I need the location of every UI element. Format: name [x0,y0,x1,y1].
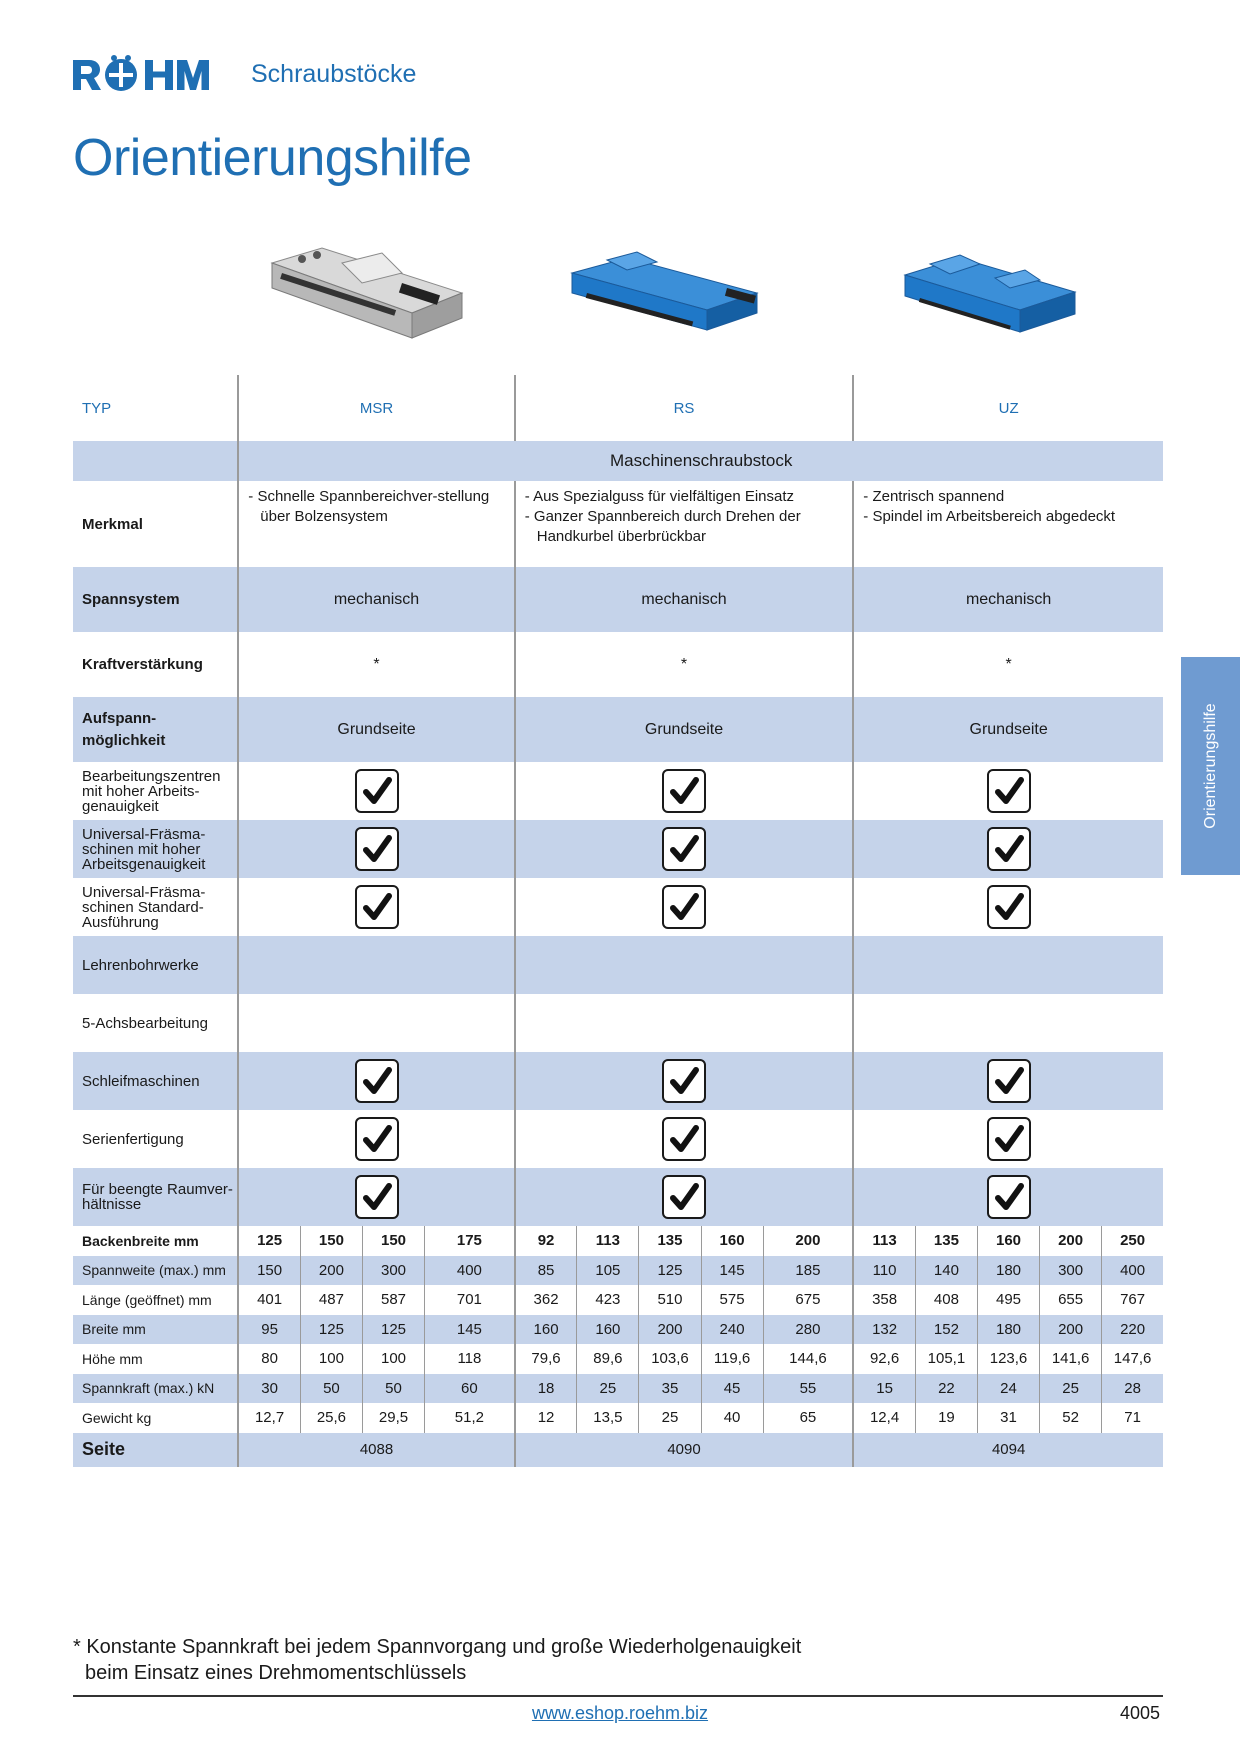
checkmark-icon [355,1059,399,1103]
seite-msr[interactable]: 4088 [238,1433,514,1467]
seite-rs[interactable]: 4090 [515,1433,854,1467]
aufspann-rs: Grundseite [515,697,854,762]
application-row [73,878,1163,936]
checkmark-icon [987,1175,1031,1219]
checkmark-icon [662,827,706,871]
data-cell: 50 [300,1374,362,1404]
application-msr-cell [238,994,514,1052]
application-msr-cell [238,820,514,878]
data-cell: 510 [639,1285,701,1315]
data-cell: 50 [362,1374,424,1404]
data-cell: 12,4 [853,1403,915,1433]
aufspann-uz: Grundseite [853,697,1163,762]
spannsystem-rs: mechanisch [515,567,854,632]
data-cell: 575 [701,1285,763,1315]
checkmark-icon [355,1175,399,1219]
side-tab-label: Orientierungshilfe [1201,703,1219,829]
data-cell: 29,5 [362,1403,424,1433]
application-rs-cell [515,820,854,878]
application-msr-cell [238,762,514,820]
data-cell: 180 [977,1315,1039,1345]
checkmark-icon [987,769,1031,813]
data-cell: 24 [977,1374,1039,1404]
data-cell: 113 [853,1226,915,1256]
data-cell: 25 [577,1374,639,1404]
data-cell: 125 [300,1315,362,1345]
data-cell: 40 [701,1403,763,1433]
data-cell: 55 [763,1374,853,1404]
application-uz-cell [853,1110,1163,1168]
data-row-label: Spannweite (max.) mm [73,1256,238,1286]
msr-vise-image [262,243,482,353]
application-label: Universal-Fräsma-schinen mit hoher Arbeitsgenauigkeit [73,820,238,878]
data-cell: 401 [238,1285,300,1315]
data-cell: 175 [425,1226,515,1256]
category-cell: Maschinenschraubstock [238,441,1163,481]
product-uz: UZ [853,375,1163,441]
data-cell: 25 [1040,1374,1102,1404]
data-cell: 160 [515,1315,577,1345]
data-cell: 12,7 [238,1403,300,1433]
data-cell: 180 [977,1256,1039,1286]
data-cell: 125 [238,1226,300,1256]
data-cell: 144,6 [763,1344,853,1374]
application-label: Schleifmaschinen [73,1052,238,1110]
data-cell: 140 [915,1256,977,1286]
checkmark-icon [987,1117,1031,1161]
kraftverstaerkung-row [73,632,1163,697]
eshop-link[interactable]: www.eshop.roehm.biz [531,1703,709,1723]
data-cell: 25,6 [300,1403,362,1433]
checkmark-icon [662,769,706,813]
footer-divider [73,1695,1163,1697]
application-rs-cell [515,1168,854,1226]
data-cell: 89,6 [577,1344,639,1374]
data-cell: 100 [300,1344,362,1374]
data-row-label: Länge (geöffnet) mm [73,1285,238,1315]
data-cell: 152 [915,1315,977,1345]
application-msr-cell [238,1052,514,1110]
merkmal-rs [515,481,854,567]
data-cell: 675 [763,1285,853,1315]
application-row [73,994,1163,1052]
data-cell: 135 [639,1226,701,1256]
merkmal-uz-line: - Zentrisch spannend [863,488,1005,505]
data-cell: 60 [425,1374,515,1404]
application-row [73,1052,1163,1110]
data-row-label: Gewicht kg [73,1403,238,1433]
application-label: Bearbeitungszentren mit hoher Arbeits-genauigkeit [73,762,238,820]
data-row-label: Backenbreite mm [73,1226,238,1256]
application-rs-cell [515,1052,854,1110]
data-cell: 495 [977,1285,1039,1315]
data-cell: 767 [1102,1285,1163,1315]
data-cell: 28 [1102,1374,1163,1404]
application-uz-cell [853,936,1163,994]
application-rs-cell [515,878,854,936]
data-cell: 160 [977,1226,1039,1256]
application-row [73,820,1163,878]
merkmal-uz [853,481,1163,567]
checkmark-icon [662,1059,706,1103]
data-cell: 18 [515,1374,577,1404]
spannsystem-row [73,567,1163,632]
data-cell: 65 [763,1403,853,1433]
data-cell: 362 [515,1285,577,1315]
application-label: 5-Achsbearbeitung [73,994,238,1052]
data-cell: 125 [639,1256,701,1286]
application-uz-cell [853,1052,1163,1110]
data-cell: 185 [763,1256,853,1286]
data-row-label: Breite mm [73,1315,238,1345]
spannsystem-uz: mechanisch [853,567,1163,632]
data-cell: 45 [701,1374,763,1404]
checkmark-icon [987,1059,1031,1103]
data-cell: 95 [238,1315,300,1345]
data-row-label: Höhe mm [73,1344,238,1374]
kraftverstaerkung-label: Kraftverstärkung [73,632,238,697]
data-row [73,1344,1163,1374]
seite-label: Seite [73,1433,238,1467]
product-msr: MSR [238,375,514,441]
application-uz-cell [853,762,1163,820]
checkmark-icon [987,885,1031,929]
data-cell: 150 [300,1226,362,1256]
data-row [73,1285,1163,1315]
uz-vise-image [900,250,1080,340]
application-rs-cell [515,936,854,994]
application-msr-cell [238,1168,514,1226]
data-cell: 113 [577,1226,639,1256]
application-uz-cell [853,878,1163,936]
data-cell: 51,2 [425,1403,515,1433]
data-cell: 147,6 [1102,1344,1163,1374]
data-cell: 200 [1040,1315,1102,1345]
data-cell: 79,6 [515,1344,577,1374]
data-cell: 701 [425,1285,515,1315]
data-cell: 280 [763,1315,853,1345]
spannsystem-label: Spannsystem [73,567,238,632]
comparison-table [73,375,1163,1467]
data-cell: 150 [362,1226,424,1256]
merkmal-rs-line: - Ganzer Spannbereich durch Drehen der Handkurbel überbrückbar [524,508,801,545]
data-cell: 145 [425,1315,515,1345]
data-cell: 200 [763,1226,853,1256]
data-cell: 400 [1102,1256,1163,1286]
data-cell: 250 [1102,1226,1163,1256]
data-cell: 110 [853,1256,915,1286]
data-cell: 150 [238,1256,300,1286]
rs-vise-image [567,248,767,338]
data-cell: 423 [577,1285,639,1315]
seite-uz[interactable]: 4094 [853,1433,1163,1467]
data-cell: 15 [853,1374,915,1404]
application-rs-cell [515,994,854,1052]
aufspann-msr: Grundseite [238,697,514,762]
checkmark-icon [987,827,1031,871]
merkmal-rs-line: - Aus Spezialguss für vielfältigen Einsatz [524,488,795,505]
data-cell: 123,6 [977,1344,1039,1374]
data-cell: 132 [853,1315,915,1345]
data-cell: 19 [915,1403,977,1433]
data-cell: 118 [425,1344,515,1374]
category-row [73,441,1163,481]
application-msr-cell [238,878,514,936]
checkmark-icon [662,1117,706,1161]
data-row [73,1315,1163,1345]
data-cell: 92,6 [853,1344,915,1374]
data-cell: 200 [1040,1226,1102,1256]
data-cell: 105 [577,1256,639,1286]
typ-label: TYP [73,375,238,441]
merkmal-label: Merkmal [73,481,238,567]
merkmal-msr-line: - Schnelle Spannbereichver-stellung über Bolzensystem [248,488,490,525]
footnote-line: * Konstante Spannkraft bei jedem Spannvorgang und große Wiederholgenauigkeit [73,1636,802,1658]
section-title: Schraubstöcke [251,60,417,88]
data-cell: 160 [701,1226,763,1256]
application-rs-cell [515,1110,854,1168]
application-uz-cell [853,1168,1163,1226]
data-cell: 119,6 [701,1344,763,1374]
data-cell: 240 [701,1315,763,1345]
application-rs-cell [515,762,854,820]
kraftverstaerkung-rs: * [515,632,854,697]
checkmark-icon [355,769,399,813]
data-cell: 141,6 [1040,1344,1102,1374]
checkmark-icon [355,885,399,929]
data-cell: 80 [238,1344,300,1374]
data-cell: 300 [362,1256,424,1286]
data-row [73,1256,1163,1286]
data-cell: 30 [238,1374,300,1404]
page-number: 4005 [1119,1703,1160,1723]
data-cell: 35 [639,1374,701,1404]
application-msr-cell [238,936,514,994]
data-cell: 587 [362,1285,424,1315]
data-cell: 52 [1040,1403,1102,1433]
checkmark-icon [662,885,706,929]
application-rows [73,762,1163,1226]
merkmal-row [73,481,1163,567]
application-row [73,762,1163,820]
data-cell: 220 [1102,1315,1163,1345]
application-label: Lehrenbohrwerke [73,936,238,994]
data-row-label: Spannkraft (max.) kN [73,1374,238,1404]
data-cell: 135 [915,1226,977,1256]
data-cell: 145 [701,1256,763,1286]
kraftverstaerkung-uz: * [853,632,1163,697]
application-msr-cell [238,1110,514,1168]
footnote [73,1634,801,1686]
data-cell: 13,5 [577,1403,639,1433]
application-row [73,1110,1163,1168]
seite-row [73,1433,1163,1467]
application-row [73,1168,1163,1226]
checkmark-icon [355,1117,399,1161]
spannsystem-msr: mechanisch [238,567,514,632]
data-cell: 358 [853,1285,915,1315]
application-label: Universal-Fräsma-schinen Standard-Ausführung [73,878,238,936]
kraftverstaerkung-msr: * [238,632,514,697]
data-cell: 22 [915,1374,977,1404]
application-uz-cell [853,820,1163,878]
data-cell: 105,1 [915,1344,977,1374]
merkmal-msr [238,481,514,567]
product-rs: RS [515,375,854,441]
data-cell: 655 [1040,1285,1102,1315]
technical-data-rows [73,1226,1163,1433]
data-row [73,1226,1163,1256]
data-cell: 125 [362,1315,424,1345]
data-cell: 160 [577,1315,639,1345]
data-cell: 92 [515,1226,577,1256]
checkmark-icon [355,827,399,871]
application-row [73,936,1163,994]
application-label: Serienfertigung [73,1110,238,1168]
data-cell: 400 [425,1256,515,1286]
data-cell: 100 [362,1344,424,1374]
footnote-line: beim Einsatz eines Drehmomentschlüssels [85,1662,467,1684]
aufspann-row [73,697,1163,762]
data-cell: 85 [515,1256,577,1286]
merkmal-uz-line: - Spindel im Arbeitsbereich abgedeckt [863,508,1116,525]
side-tab-orientierungshilfe[interactable] [1181,657,1240,875]
data-cell: 31 [977,1403,1039,1433]
data-row [73,1374,1163,1404]
application-label: Für beengte Raumver-hältnisse [73,1168,238,1226]
data-cell: 200 [639,1315,701,1345]
application-uz-cell [853,994,1163,1052]
data-cell: 103,6 [639,1344,701,1374]
data-row [73,1403,1163,1433]
data-cell: 300 [1040,1256,1102,1286]
data-cell: 487 [300,1285,362,1315]
roehm-logo [73,54,211,96]
data-cell: 71 [1102,1403,1163,1433]
aufspann-label: Aufspann-möglichkeit [73,697,238,762]
data-cell: 200 [300,1256,362,1286]
typ-row [73,375,1163,441]
data-cell: 408 [915,1285,977,1315]
page-title: Orientierungshilfe [73,129,472,187]
data-cell: 12 [515,1403,577,1433]
checkmark-icon [662,1175,706,1219]
data-cell: 25 [639,1403,701,1433]
